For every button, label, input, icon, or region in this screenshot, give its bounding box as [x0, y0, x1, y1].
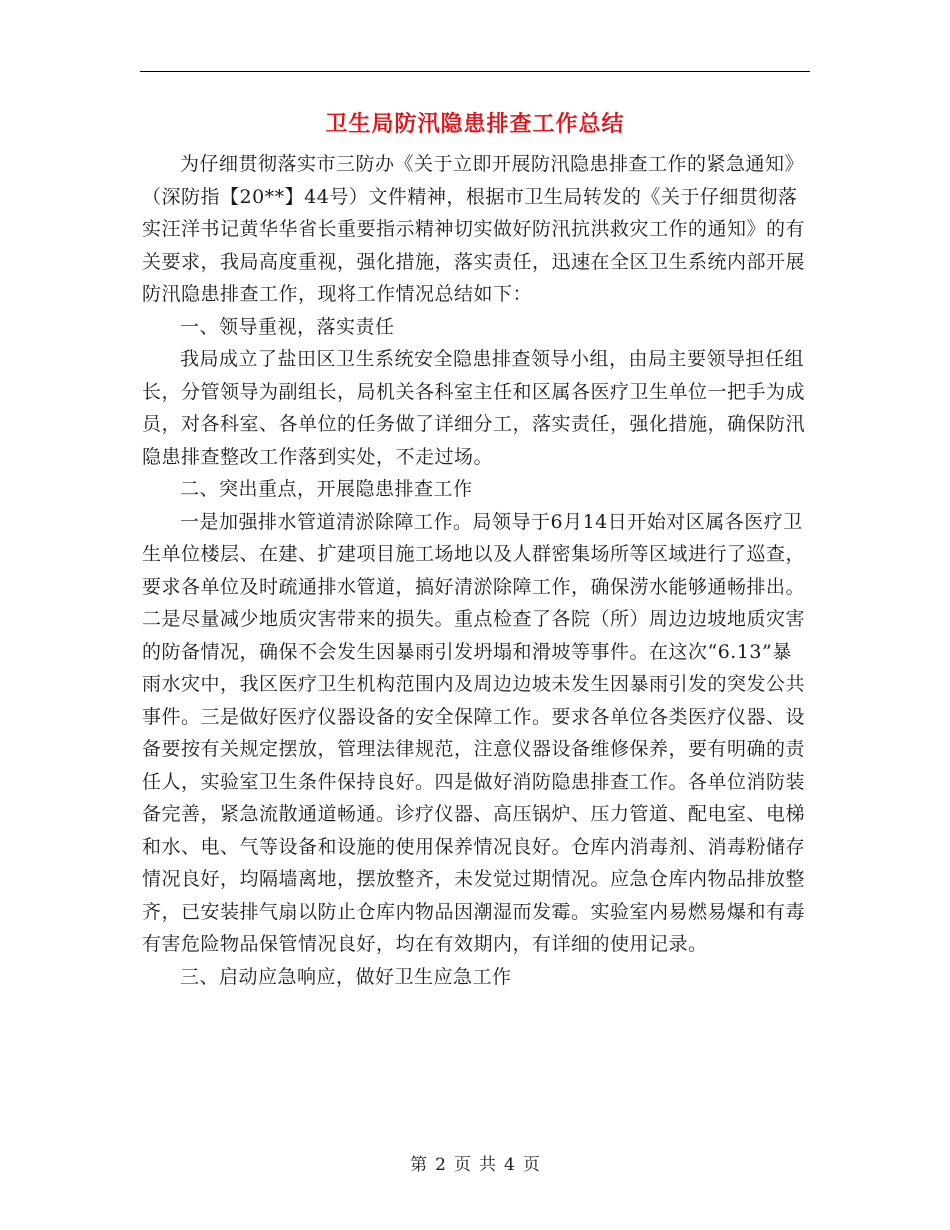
document-title: 卫生局防汛隐患排查工作总结 [325, 111, 625, 137]
section-2-paragraph: 一是加强排水管道清淤除障工作。局领导于6月14日开始对区属各医疗卫生单位楼层、在建、扩建项目施工场地以及人群密集场所等区域进行了巡查，要求各单位及时疏通排水管道，搞好清淤除障工作，确保涝水能够通畅排出。二是尽量减少地质灾害带来的损失。重点检查了各院（所）周边边坡地质灾害的防备情况，确保不会发生因暴雨引发坍塌和滑坡等事件。在这次“6.13”暴雨水灾中，我区医疗卫生机构范围内及周边边坡未发生因暴雨引发的突发公共事件。三是做好医疗仪器设备的安全保障工作。要求各单位各类医疗仪器、设备要按有关规定摆放，管理法律规范，注意仪器设备维修保养，要有明确的责任人，实验室卫生条件保持良好。四是做好消防隐患排查工作。各单位消防装备完善，紧急流散通道畅通。诊疗仪器、高压锅炉、压力管道、配电室、电梯和水、电、气等设备和设施的使用保养情况良好。仓库内消毒剂、消毒粉储存情况良好，均隔墙离地，摆放整齐，未发觉过期情况。应急仓库内物品排放整齐，已安装排气扇以防止仓库内物品因潮湿而发霉。实验室内易燃易爆和有毒有害危险物品保管情况良好，均在有效期内，有详细的使用记录。 [142, 510, 806, 955]
page-current: 2 [435, 1155, 446, 1175]
section-heading-1: 一、领导重视，落实责任 [180, 315, 395, 338]
page-footer [0, 1153, 950, 1177]
section-heading-3: 三、启动应急响应，做好卫生应急工作 [180, 965, 512, 988]
section-heading-2: 二、突出重点，开展隐患排查工作 [180, 478, 473, 500]
header-rule [140, 71, 810, 72]
page-prefix: 第 [410, 1155, 428, 1175]
document-body [142, 148, 810, 993]
section-1-paragraph: 我局成立了盐田区卫生系统安全隐患排查领导小组，由局主要领导担任组长，分管领导为副组长，局机关各科室主任和区属各医疗卫生单位一把手为成员，对各科室、各单位的任务做了详细分工，落实责任，强化措施，确保防汛隐患排查整改工作落到实处，不走过场。 [142, 348, 806, 468]
page-unit: 页 [454, 1155, 471, 1175]
total-unit: 页 [522, 1155, 540, 1175]
total-prefix: 共 [479, 1155, 496, 1175]
intro-paragraph: 为仔细贯彻落实市三防办《关于立即开展防汛隐患排查工作的紧急通知》（深防指【20**】44号）文件精神，根据市卫生局转发的《关于仔细贯彻落实汪洋书记黄华华省长重要指示精神切实做好防汛抗洪救灾工作的通知》的有关要求，我局高度重视，强化措施，落实责任，迅速在全区卫生系统内部开展防汛隐患排查工作，现将工作情况总结如下： [142, 153, 806, 305]
page-total: 4 [504, 1155, 515, 1175]
